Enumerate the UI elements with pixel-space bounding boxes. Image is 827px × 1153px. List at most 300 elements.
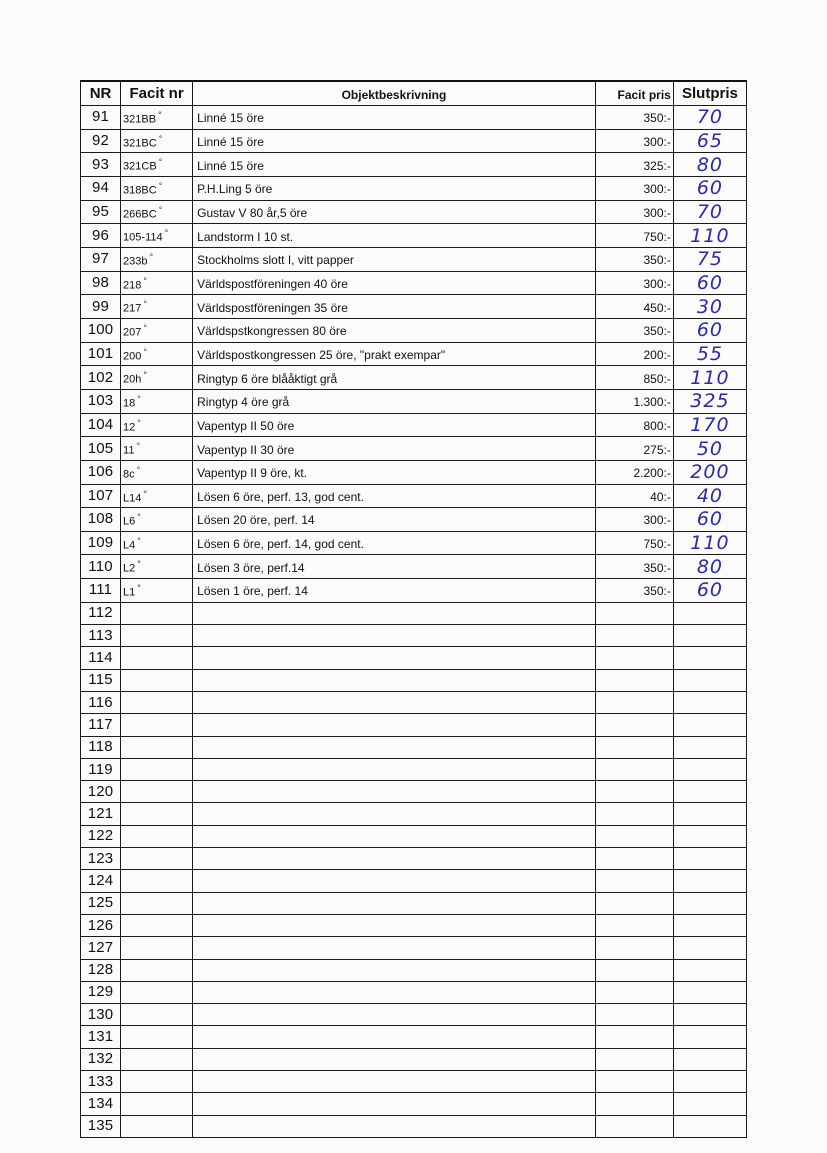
slutpris-cell bbox=[673, 1004, 746, 1026]
facit-pris-cell bbox=[595, 271, 673, 295]
check-mark-icon: ° bbox=[137, 393, 141, 404]
facit-pris-cell bbox=[595, 295, 673, 319]
header-row bbox=[81, 81, 747, 106]
facit-pris-cell bbox=[595, 714, 673, 736]
table-row bbox=[81, 848, 747, 870]
objekt-cell bbox=[193, 366, 596, 390]
objekt-cell-text: Stockholms slott I, vitt papper bbox=[197, 253, 354, 268]
nr-cell bbox=[81, 531, 121, 555]
facit-nr-cell bbox=[121, 200, 193, 224]
slutpris-cell-text: 75 bbox=[696, 248, 724, 271]
table-row bbox=[81, 389, 747, 413]
nr-cell bbox=[81, 647, 121, 669]
objekt-cell bbox=[193, 758, 596, 780]
nr-cell-text: 100 bbox=[87, 321, 114, 339]
slutpris-cell bbox=[673, 981, 746, 1003]
nr-cell bbox=[81, 758, 121, 780]
nr-cell bbox=[81, 271, 121, 295]
objekt-cell bbox=[193, 460, 596, 484]
facit-nr-cell bbox=[121, 460, 193, 484]
check-mark-icon: ° bbox=[158, 157, 163, 168]
facit-nr-cell bbox=[121, 484, 193, 508]
facit-nr-cell bbox=[121, 937, 193, 959]
facit-nr-cell-text: 321BC bbox=[123, 137, 157, 150]
nr-cell bbox=[81, 981, 121, 1003]
table-row bbox=[81, 625, 747, 647]
facit-nr-cell-text: L14 bbox=[123, 492, 142, 505]
facit-nr-cell bbox=[121, 531, 193, 555]
nr-cell bbox=[81, 366, 121, 390]
facit-pris-cell bbox=[595, 1093, 673, 1115]
objekt-cell-text: Linné 15 öre bbox=[197, 111, 264, 126]
facit-pris-cell bbox=[595, 579, 673, 603]
table-row bbox=[81, 1115, 747, 1137]
facit-pris-cell bbox=[595, 129, 673, 153]
nr-cell bbox=[81, 508, 121, 532]
facit-pris-cell bbox=[595, 247, 673, 271]
facit-pris-cell-text: 350:- bbox=[643, 584, 671, 599]
facit-pris-cell bbox=[595, 870, 673, 892]
table-row bbox=[81, 129, 747, 153]
facit-nr-cell-text: L4 bbox=[123, 539, 136, 552]
slutpris-cell-text: 70 bbox=[696, 106, 724, 129]
objekt-cell bbox=[193, 803, 596, 825]
nr-cell-text: 103 bbox=[87, 392, 114, 410]
facit-pris-cell bbox=[595, 937, 673, 959]
objekt-cell bbox=[193, 224, 596, 248]
nr-cell bbox=[81, 736, 121, 758]
nr-cell bbox=[81, 1115, 121, 1137]
nr-cell bbox=[81, 106, 121, 130]
nr-cell bbox=[81, 892, 121, 914]
table-row bbox=[81, 460, 747, 484]
check-mark-icon: ° bbox=[137, 559, 141, 570]
objekt-cell-text: Ringtyp 4 öre grå bbox=[197, 395, 290, 410]
nr-cell bbox=[81, 714, 121, 736]
objekt-cell bbox=[193, 736, 596, 758]
facit-pris-cell bbox=[595, 825, 673, 847]
slutpris-cell bbox=[673, 437, 746, 461]
facit-pris-cell bbox=[595, 555, 673, 579]
slutpris-cell-text: 60 bbox=[696, 177, 724, 200]
slutpris-cell-text: 30 bbox=[696, 295, 724, 318]
facit-nr-cell bbox=[121, 106, 193, 130]
slutpris-cell-text: 50 bbox=[696, 437, 724, 460]
nr-cell bbox=[81, 176, 121, 200]
nr-cell-text: 91 bbox=[91, 108, 110, 126]
objekt-cell-text: P.H.Ling 5 öre bbox=[197, 182, 273, 197]
facit-pris-cell-text: 40:- bbox=[650, 489, 671, 504]
facit-pris-cell bbox=[595, 1048, 673, 1070]
slutpris-cell bbox=[673, 508, 746, 532]
objekt-cell bbox=[193, 555, 596, 579]
nr-cell-text: 135 bbox=[87, 1117, 114, 1135]
nr-cell-text: 130 bbox=[87, 1005, 114, 1023]
facit-nr-cell bbox=[121, 892, 193, 914]
nr-cell-text: 108 bbox=[87, 510, 114, 528]
facit-nr-cell bbox=[121, 437, 193, 461]
table-body bbox=[81, 106, 747, 1138]
objekt-cell-text: Världspostkongressen 25 öre, "prakt exempar" bbox=[197, 347, 446, 362]
objekt-cell bbox=[193, 669, 596, 691]
nr-cell-text: 106 bbox=[87, 463, 114, 481]
objekt-cell bbox=[193, 914, 596, 936]
facit-nr-cell bbox=[121, 1048, 193, 1070]
facit-nr-cell bbox=[121, 691, 193, 713]
nr-cell-text: 121 bbox=[87, 805, 114, 823]
slutpris-cell bbox=[673, 1115, 746, 1137]
table-row bbox=[81, 758, 747, 780]
objekt-cell bbox=[193, 602, 596, 624]
facit-pris-cell-text: 850:- bbox=[643, 371, 671, 386]
objekt-cell-text: Vapentyp II 30 öre bbox=[197, 442, 295, 457]
table-row bbox=[81, 437, 747, 461]
table-row bbox=[81, 200, 747, 224]
table-row bbox=[81, 937, 747, 959]
facit-pris-cell bbox=[595, 758, 673, 780]
nr-cell-text: 132 bbox=[87, 1050, 114, 1068]
table-row bbox=[81, 1071, 747, 1093]
objekt-cell-text: Lösen 1 öre, perf. 14 bbox=[197, 584, 308, 599]
facit-pris-cell-text: 300:- bbox=[643, 134, 671, 149]
table-row bbox=[81, 176, 747, 200]
slutpris-cell bbox=[673, 413, 746, 437]
slutpris-cell bbox=[673, 781, 746, 803]
header-slutpris: Slutpris bbox=[673, 81, 746, 106]
slutpris-cell bbox=[673, 959, 746, 981]
check-mark-icon: ° bbox=[137, 583, 141, 594]
objekt-cell bbox=[193, 848, 596, 870]
lot-table bbox=[80, 80, 747, 1138]
slutpris-cell bbox=[673, 825, 746, 847]
objekt-cell-text: Lösen 3 öre, perf.14 bbox=[197, 560, 305, 575]
table-row bbox=[81, 579, 747, 603]
table-row bbox=[81, 669, 747, 691]
facit-nr-cell-text: 18 bbox=[123, 397, 136, 410]
nr-cell bbox=[81, 247, 121, 271]
facit-pris-cell-text: 300:- bbox=[643, 205, 671, 220]
facit-pris-cell-text: 300:- bbox=[643, 182, 671, 197]
facit-pris-cell-text: 350:- bbox=[643, 253, 671, 268]
slutpris-cell-text: 110 bbox=[690, 366, 730, 389]
nr-cell bbox=[81, 914, 121, 936]
nr-cell bbox=[81, 937, 121, 959]
slutpris-cell bbox=[673, 389, 746, 413]
auction-sheet bbox=[80, 80, 747, 1138]
objekt-cell-text: Linné 15 öre bbox=[197, 158, 264, 173]
check-mark-icon: ° bbox=[143, 275, 148, 286]
objekt-cell bbox=[193, 318, 596, 342]
nr-cell bbox=[81, 555, 121, 579]
nr-cell bbox=[81, 781, 121, 803]
facit-nr-cell-text: 321CB bbox=[123, 160, 157, 173]
objekt-cell bbox=[193, 1048, 596, 1070]
facit-nr-cell bbox=[121, 176, 193, 200]
facit-pris-cell bbox=[595, 669, 673, 691]
check-mark-icon: ° bbox=[143, 488, 148, 499]
table-row bbox=[81, 602, 747, 624]
facit-nr-cell-text: 200 bbox=[123, 350, 142, 363]
table-row bbox=[81, 736, 747, 758]
nr-cell-text: 128 bbox=[87, 961, 114, 979]
slutpris-cell-text: 80 bbox=[696, 153, 724, 176]
nr-cell-text: 94 bbox=[91, 179, 110, 197]
facit-pris-cell-text: 200:- bbox=[643, 347, 671, 362]
facit-nr-cell bbox=[121, 389, 193, 413]
facit-nr-cell bbox=[121, 1026, 193, 1048]
facit-pris-cell bbox=[595, 602, 673, 624]
header-nr: NR bbox=[81, 81, 121, 106]
slutpris-cell bbox=[673, 460, 746, 484]
nr-cell-text: 105 bbox=[87, 439, 114, 457]
slutpris-cell-text: 80 bbox=[696, 555, 724, 578]
slutpris-cell bbox=[673, 271, 746, 295]
objekt-cell-text: Vapentyp II 50 öre bbox=[197, 418, 295, 433]
facit-nr-cell bbox=[121, 413, 193, 437]
nr-cell bbox=[81, 625, 121, 647]
table-row bbox=[81, 714, 747, 736]
facit-pris-cell-text: 325:- bbox=[643, 158, 671, 173]
slutpris-cell bbox=[673, 153, 746, 177]
objekt-cell bbox=[193, 714, 596, 736]
facit-pris-cell bbox=[595, 981, 673, 1003]
slutpris-cell-text: 60 bbox=[696, 508, 724, 531]
facit-pris-cell bbox=[595, 1004, 673, 1026]
objekt-cell-text: Vapentyp II 9 öre, kt. bbox=[197, 466, 307, 481]
nr-cell bbox=[81, 803, 121, 825]
table-row bbox=[81, 803, 747, 825]
nr-cell bbox=[81, 669, 121, 691]
facit-pris-cell bbox=[595, 484, 673, 508]
slutpris-cell bbox=[673, 1093, 746, 1115]
slutpris-cell bbox=[673, 224, 746, 248]
objekt-cell bbox=[193, 153, 596, 177]
table-row bbox=[81, 959, 747, 981]
slutpris-cell bbox=[673, 106, 746, 130]
slutpris-cell bbox=[673, 736, 746, 758]
slutpris-cell-text: 40 bbox=[696, 484, 724, 507]
table-row bbox=[81, 508, 747, 532]
facit-nr-cell bbox=[121, 825, 193, 847]
nr-cell-text: 96 bbox=[91, 226, 110, 244]
facit-nr-cell bbox=[121, 295, 193, 319]
objekt-cell bbox=[193, 413, 596, 437]
nr-cell-text: 120 bbox=[87, 782, 114, 800]
nr-cell bbox=[81, 959, 121, 981]
slutpris-cell bbox=[673, 647, 746, 669]
objekt-cell bbox=[193, 647, 596, 669]
check-mark-icon: ° bbox=[143, 299, 148, 310]
check-mark-icon: ° bbox=[137, 512, 141, 523]
slutpris-cell bbox=[673, 342, 746, 366]
slutpris-cell-text: 60 bbox=[696, 271, 724, 294]
table-row bbox=[81, 106, 747, 130]
objekt-cell bbox=[193, 106, 596, 130]
slutpris-cell bbox=[673, 937, 746, 959]
facit-pris-cell-text: 800:- bbox=[643, 418, 671, 433]
nr-cell bbox=[81, 691, 121, 713]
facit-pris-cell-text: 750:- bbox=[643, 537, 671, 552]
facit-nr-cell bbox=[121, 625, 193, 647]
table-row bbox=[81, 691, 747, 713]
objekt-cell-text: Världspostföreningen 40 öre bbox=[197, 276, 348, 291]
facit-pris-cell bbox=[595, 153, 673, 177]
facit-nr-cell bbox=[121, 247, 193, 271]
nr-cell bbox=[81, 825, 121, 847]
nr-cell-text: 102 bbox=[87, 368, 114, 386]
facit-pris-cell bbox=[595, 803, 673, 825]
facit-pris-cell bbox=[595, 1115, 673, 1137]
slutpris-cell bbox=[673, 200, 746, 224]
slutpris-cell bbox=[673, 366, 746, 390]
nr-cell bbox=[81, 1093, 121, 1115]
slutpris-cell bbox=[673, 1048, 746, 1070]
facit-pris-cell bbox=[595, 914, 673, 936]
nr-cell-text: 107 bbox=[87, 486, 114, 504]
nr-cell bbox=[81, 579, 121, 603]
facit-nr-cell bbox=[121, 848, 193, 870]
facit-nr-cell bbox=[121, 153, 193, 177]
objekt-cell bbox=[193, 1115, 596, 1137]
facit-nr-cell bbox=[121, 602, 193, 624]
check-mark-icon: ° bbox=[143, 322, 148, 333]
facit-nr-cell-text: 266BC bbox=[123, 208, 157, 221]
nr-cell bbox=[81, 870, 121, 892]
table-row bbox=[81, 224, 747, 248]
facit-nr-cell bbox=[121, 1093, 193, 1115]
slutpris-cell bbox=[673, 1071, 746, 1093]
nr-cell bbox=[81, 318, 121, 342]
check-mark-icon: ° bbox=[149, 251, 154, 262]
check-mark-icon: ° bbox=[164, 228, 169, 239]
objekt-cell bbox=[193, 1093, 596, 1115]
slutpris-cell bbox=[673, 625, 746, 647]
facit-nr-cell-text: 105-114 bbox=[123, 231, 163, 244]
check-mark-icon: ° bbox=[143, 370, 148, 381]
slutpris-cell bbox=[673, 669, 746, 691]
slutpris-cell bbox=[673, 691, 746, 713]
nr-cell bbox=[81, 1004, 121, 1026]
facit-nr-cell bbox=[121, 318, 193, 342]
facit-nr-cell bbox=[121, 714, 193, 736]
nr-cell-text: 104 bbox=[87, 415, 114, 433]
facit-pris-cell bbox=[595, 342, 673, 366]
objekt-cell bbox=[193, 981, 596, 1003]
table-row bbox=[81, 271, 747, 295]
check-mark-icon: ° bbox=[158, 110, 162, 120]
slutpris-cell-text: 70 bbox=[696, 200, 724, 223]
nr-cell-text: 101 bbox=[87, 344, 114, 362]
slutpris-cell bbox=[673, 870, 746, 892]
facit-pris-cell-text: 350:- bbox=[643, 560, 671, 575]
nr-cell-text: 131 bbox=[87, 1028, 114, 1046]
facit-pris-cell-text: 2.200:- bbox=[633, 466, 671, 481]
nr-cell-text: 114 bbox=[88, 649, 113, 667]
slutpris-cell bbox=[673, 714, 746, 736]
slutpris-cell bbox=[673, 914, 746, 936]
facit-pris-cell bbox=[595, 736, 673, 758]
slutpris-cell-text: 110 bbox=[690, 532, 730, 555]
nr-cell bbox=[81, 153, 121, 177]
objekt-cell-text: Gustav V 80 år,5 öre bbox=[197, 205, 308, 220]
slutpris-cell bbox=[673, 484, 746, 508]
objekt-cell-text: Lösen 20 öre, perf. 14 bbox=[197, 513, 315, 528]
facit-pris-cell bbox=[595, 508, 673, 532]
check-mark-icon: ° bbox=[137, 417, 141, 428]
table-row bbox=[81, 892, 747, 914]
facit-nr-cell bbox=[121, 736, 193, 758]
nr-cell-text: 112 bbox=[88, 604, 113, 622]
nr-cell-text: 93 bbox=[91, 155, 110, 173]
objekt-cell bbox=[193, 1071, 596, 1093]
table-row bbox=[81, 413, 747, 437]
objekt-cell bbox=[193, 200, 596, 224]
facit-pris-cell bbox=[595, 691, 673, 713]
table-row bbox=[81, 342, 747, 366]
facit-nr-cell bbox=[121, 647, 193, 669]
facit-pris-cell bbox=[595, 437, 673, 461]
objekt-cell-text: Lösen 6 öre, perf. 13, god cent. bbox=[197, 489, 364, 504]
facit-pris-cell-text: 1.300:- bbox=[633, 395, 671, 410]
objekt-cell bbox=[193, 247, 596, 271]
nr-cell bbox=[81, 437, 121, 461]
facit-pris-cell bbox=[595, 366, 673, 390]
nr-cell bbox=[81, 389, 121, 413]
facit-nr-cell-text: 8c bbox=[123, 468, 135, 481]
check-mark-icon: ° bbox=[136, 464, 141, 475]
slutpris-cell-text: 60 bbox=[696, 319, 724, 342]
nr-cell bbox=[81, 602, 121, 624]
slutpris-cell-text: 60 bbox=[696, 579, 724, 602]
slutpris-cell bbox=[673, 848, 746, 870]
nr-cell-text: 117 bbox=[88, 715, 113, 733]
nr-cell bbox=[81, 1048, 121, 1070]
nr-cell-text: 98 bbox=[91, 273, 110, 291]
table-row bbox=[81, 914, 747, 936]
facit-nr-cell bbox=[121, 781, 193, 803]
facit-pris-cell bbox=[595, 460, 673, 484]
nr-cell-text: 116 bbox=[88, 693, 113, 711]
facit-nr-cell bbox=[121, 1071, 193, 1093]
slutpris-cell bbox=[673, 555, 746, 579]
facit-pris-cell-text: 750:- bbox=[643, 229, 671, 244]
facit-nr-cell bbox=[121, 508, 193, 532]
nr-cell-text: 111 bbox=[88, 581, 113, 599]
facit-pris-cell bbox=[595, 176, 673, 200]
check-mark-icon: ° bbox=[158, 204, 163, 215]
table-row bbox=[81, 981, 747, 1003]
facit-pris-cell bbox=[595, 224, 673, 248]
check-mark-icon: ° bbox=[136, 441, 141, 452]
objekt-cell-text: Linné 15 öre bbox=[197, 134, 264, 149]
slutpris-cell bbox=[673, 1026, 746, 1048]
nr-cell bbox=[81, 1071, 121, 1093]
objekt-cell bbox=[193, 1004, 596, 1026]
facit-nr-cell-text: 321BB bbox=[123, 113, 157, 126]
nr-cell bbox=[81, 848, 121, 870]
table-row bbox=[81, 1004, 747, 1026]
facit-pris-cell-text: 300:- bbox=[643, 513, 671, 528]
slutpris-cell-text: 200 bbox=[690, 461, 730, 484]
nr-cell-text: 123 bbox=[87, 849, 114, 867]
nr-cell-text: 99 bbox=[91, 297, 110, 315]
facit-nr-cell bbox=[121, 1004, 193, 1026]
facit-nr-cell bbox=[121, 129, 193, 153]
facit-nr-cell bbox=[121, 366, 193, 390]
objekt-cell bbox=[193, 579, 596, 603]
facit-pris-cell-text: 450:- bbox=[643, 300, 671, 315]
nr-cell-text: 110 bbox=[88, 557, 113, 575]
